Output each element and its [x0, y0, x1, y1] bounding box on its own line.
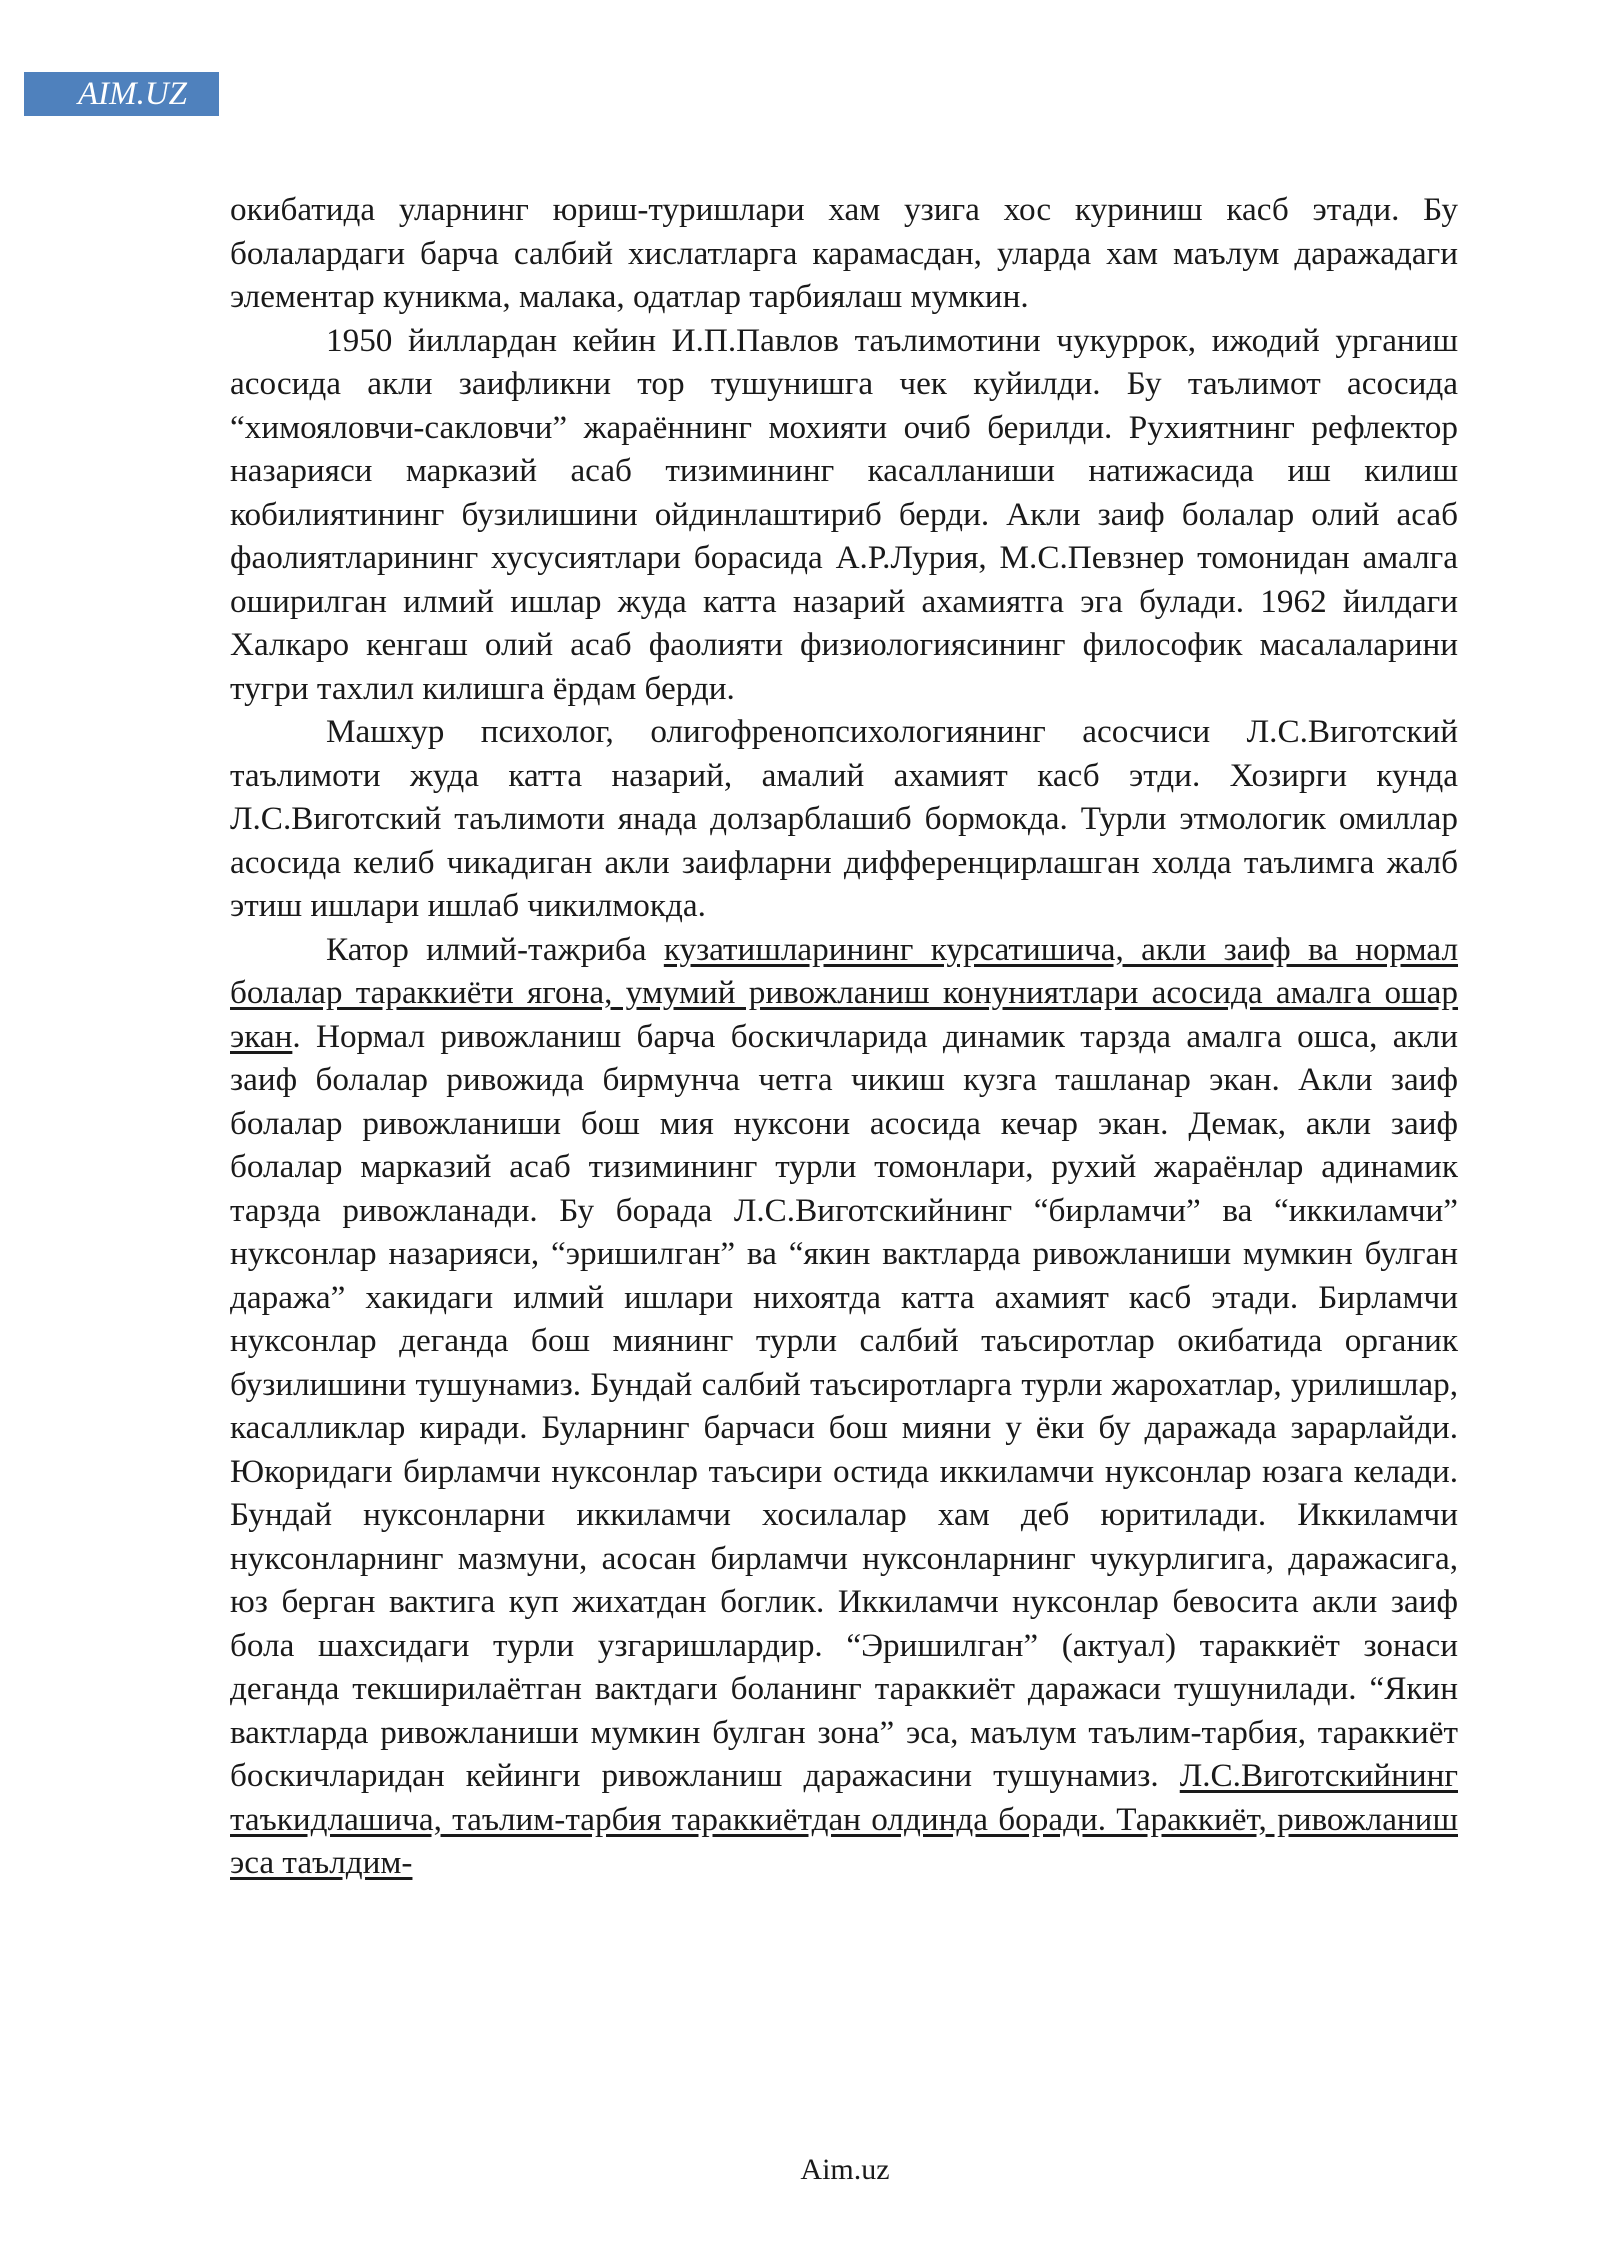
underlined-text-2: Л.С.Виготскийнинг таъкидлашича, таълим-тарбия тараккиётдан олдинда боради. Тараккиёт, ривожланиш эса таълдим-: [230, 1757, 1458, 1881]
paragraph-4-start: Катор илмий-тажриба: [326, 930, 664, 968]
paragraph-1: окибатида уларнинг юриш-туришлари хам узига хос куриниш касб этади. Бу болалардаги барча салбий хислатларга карамасдан, уларда хам маълум даражадаги элементар куникма, малака, одатлар тарбиялаш мумкин.: [230, 191, 1458, 315]
aim-uz-logo[interactable]: AIM.UZ: [24, 72, 219, 116]
paragraph-4-middle: . Нормал ривожланиш барча боскичларида динамик тарзда амалга ошса, акли заиф болалар ривожида бирмунча четга чикиш кузга ташланар экан. Акли заиф болалар ривожланиши бош мия нуксони асосида кечар экан. Демак, акли заиф болалар марказий асаб тизимининг турли томонлари, рухий жараёнлар адинамик тарзда ривожланади. Бу борада Л.С.Виготскийнинг “бирламчи” ва “иккиламчи” нуксонлар назарияси, “эришилган” ва “якин вактларда ривожланиши мумкин булган даража” хакидаги илмий ишлари нихоятда катта ахамият касб этади. Бирламчи нуксонлар деганда бош миянинг турли салбий таъсиротлар окибатида органик бузилишини тушунамиз. Бундай салбий таъсиротларга турли жарохатлар, урилишлар, касалликлар киради. Буларнинг барчаси бош мияни у ёки бу даражада зарарлайди. Юкоридаги бирламчи нуксонлар таъсири остида иккиламчи нуксонлар юзага келади. Бундай нуксонларни иккиламчи хосилалар хам деб юритилади. Иккиламчи нуксонларнинг мазмуни, асосан бирламчи нуксонларнинг чукурлигига, даражасига, юз берган вактига куп жихатдан боглик. Иккиламчи нуксонлар бевосита акли заиф бола шахсидаги турли узгаришлардир. “Эришилган” (актуал) тараккиёт зонаси деганда текширилаётган вактдаги боланинг тараккиёт даражаси тушунилади. “Якин вактларда ривожланиши мумкин булган зона” эса, маълум таълим-тарбия, тараккиёт боскичларидан кейинги ривожланиш даражасини тушунамиз.: [230, 1017, 1458, 1794]
paragraph-2: 1950 йиллардан кейин И.П.Павлов таълимотини чукуррок, ижодий урганиш асосида акли заифликни тор тушунишга чек куйилди. Бу таълимот асосида “химояловчи-сакловчи” жараённинг мохияти очиб берилди. Рухиятнинг рефлектор назарияси марказий асаб тизимининг касалланиши натижасида иш килиш кобилиятининг бузилишини ойдинлаштириб берди. Акли заиф болалар олий асаб фаолиятларининг хусусиятлари борасида А.Р.Лурия, М.С.Певзнер томонидан амалга оширилган илмий ишлар жуда катта назарий ахамиятга эга булади. 1962 йилдаги Халкаро кенгаш олий асаб фаолияти физиологиясининг философик масалаларини тугри тахлил килишга ёрдам берди.: [230, 321, 1458, 707]
paragraph-3: Машхур психолог, олигофренопсихологиянинг асосчиси Л.С.Виготский таълимоти жуда катта назарий, амалий ахамият касб этди. Хозирги кунда Л.С.Виготский таълимоти янада долзарблашиб бормокда. Турли этмологик омиллар асосида келиб чикадиган акли заифларни дифференцирлашган холда таълимга жалб этиш ишлари ишлаб чикилмокда.: [230, 713, 1458, 924]
paragraph-4: [230, 928, 1458, 1885]
underlined-text-1: кузатишларининг курсатишича, акли заиф ва нормал болалар тараккиёти ягона, умумий ривожланиш конуниятлари асосида амалга ошар экан: [230, 930, 1459, 1055]
document-body: [230, 188, 1458, 1885]
page-footer: Aim.uz: [800, 2153, 890, 2186]
